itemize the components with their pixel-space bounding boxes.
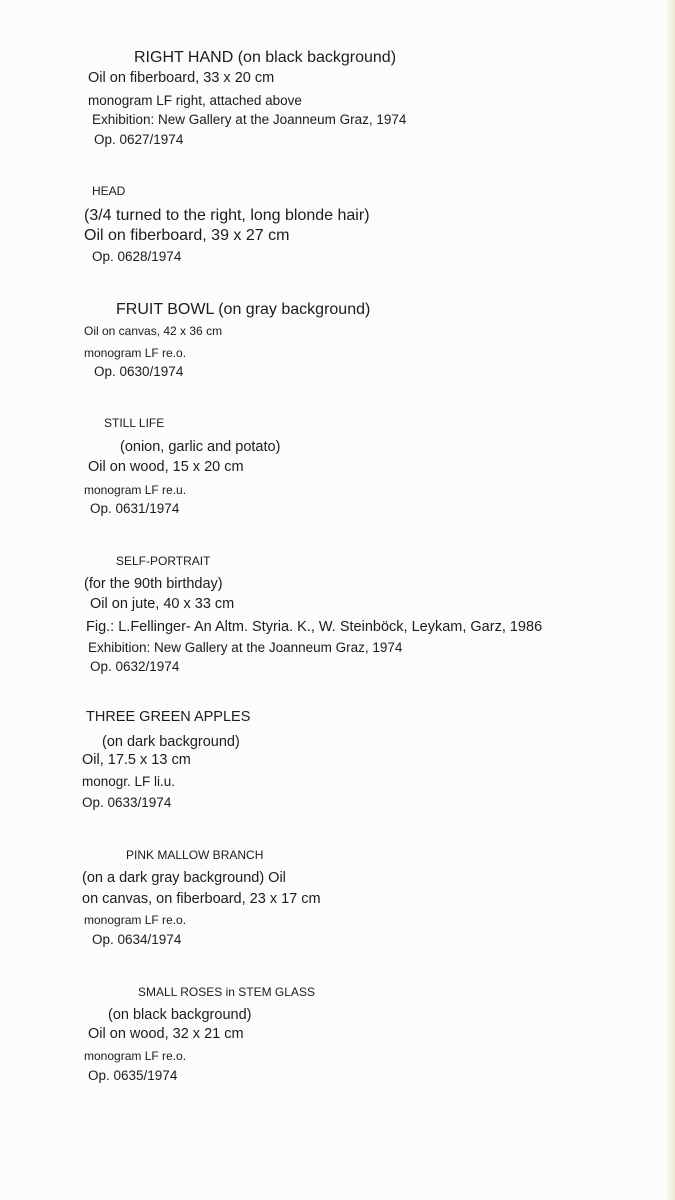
entry-medium: Oil on fiberboard, 39 x 27 cm	[84, 227, 290, 244]
entry-medium: Oil on wood, 15 x 20 cm	[88, 459, 244, 475]
entry-title: THREE GREEN APPLES	[86, 709, 251, 725]
entry-monogram: monogram LF right, attached above	[88, 93, 302, 108]
entry-description: (for the 90th birthday)	[84, 576, 223, 592]
entry-opus: Op. 0627/1974	[94, 132, 184, 147]
entry-title: STILL LIFE	[104, 416, 165, 430]
entry-medium: Oil on wood, 32 x 21 cm	[88, 1026, 244, 1042]
entry-description: (on dark background)	[102, 734, 240, 750]
entry-monogram: monogr. LF li.u.	[82, 774, 176, 789]
entry-opus: Op. 0628/1974	[92, 249, 182, 264]
entry-title: HEAD	[92, 184, 126, 198]
entry-opus: Op. 0635/1974	[88, 1068, 178, 1083]
entry-title: RIGHT HAND (on black background)	[134, 49, 397, 66]
entry-opus: Op. 0633/1974	[82, 795, 172, 810]
entry-medium: Oil on canvas, 42 x 36 cm	[84, 324, 223, 338]
entry-medium: Oil on fiberboard, 33 x 20 cm	[88, 70, 275, 86]
entry-description: (onion, garlic and potato)	[120, 439, 281, 455]
entry-exhibition: Exhibition: New Gallery at the Joanneum Graz, 1974	[92, 112, 407, 127]
entry-figure-reference: Fig.: L.Fellinger- An Altm. Styria. K., W. Steinböck, Leykam, Garz, 1986	[86, 619, 543, 635]
entry-monogram: monogram LF re.o.	[84, 913, 187, 927]
entry-opus: Op. 0634/1974	[92, 932, 182, 947]
entry-description: (on black background)	[108, 1007, 252, 1023]
entry-title: FRUIT BOWL (on gray background)	[116, 301, 371, 318]
entry-opus: Op. 0630/1974	[94, 364, 184, 379]
entry-title: SELF-PORTRAIT	[116, 554, 211, 568]
entry-description: (on a dark gray background) Oil	[82, 870, 286, 886]
entry-title: PINK MALLOW BRANCH	[126, 848, 264, 862]
entry-medium: on canvas, on fiberboard, 23 x 17 cm	[82, 891, 321, 907]
entry-monogram: monogram LF re.o.	[84, 1049, 187, 1063]
entry-monogram: monogram LF re.o.	[84, 346, 187, 360]
entry-opus: Op. 0632/1974	[90, 659, 180, 674]
entry-opus: Op. 0631/1974	[90, 501, 180, 516]
page-edge-shadow	[665, 0, 675, 1200]
entry-title: SMALL ROSES in STEM GLASS	[138, 985, 315, 999]
entry-medium: Oil on jute, 40 x 33 cm	[90, 596, 235, 612]
entry-exhibition: Exhibition: New Gallery at the Joanneum Graz, 1974	[88, 640, 403, 655]
entry-description: (3/4 turned to the right, long blonde hair)	[84, 207, 370, 224]
entry-monogram: monogram LF re.u.	[84, 483, 187, 497]
entry-medium: Oil, 17.5 x 13 cm	[82, 752, 191, 768]
